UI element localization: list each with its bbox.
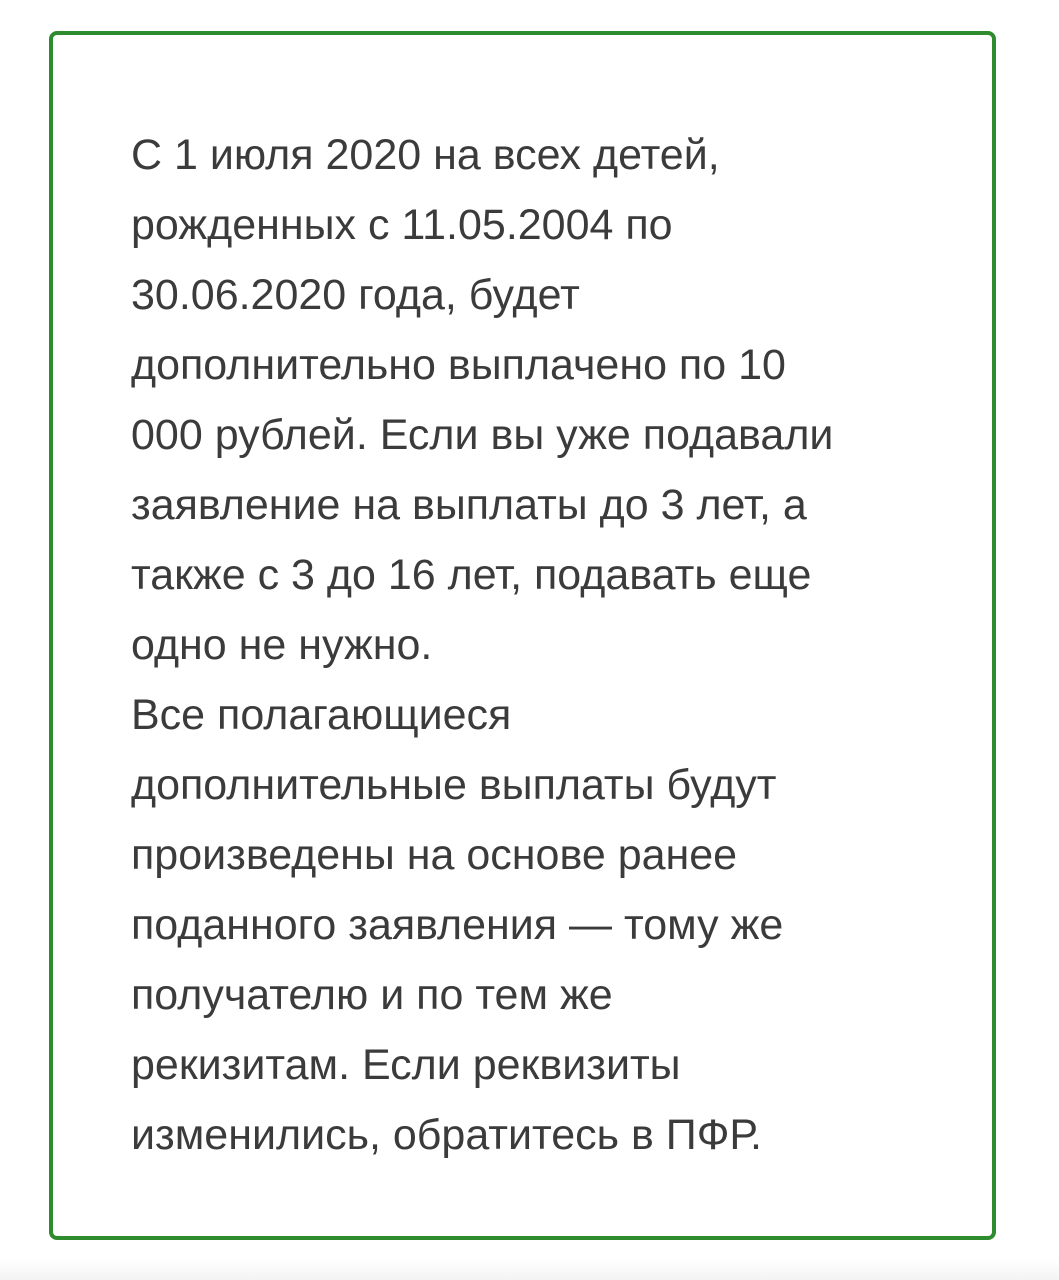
notice-line: 000 рублей. Если вы уже подавали <box>131 411 834 459</box>
bottom-shade <box>0 1260 1059 1280</box>
notice-line: произведены на основе ранее <box>131 831 738 879</box>
notice-line: заявление на выплаты до 3 лет, а <box>131 481 807 529</box>
notice-line: дополнительно выплачено по 10 <box>131 341 786 389</box>
notice-text <box>131 120 911 1170</box>
notice-line: одно не нужно. <box>131 621 433 669</box>
notice-line: Все полагающиеся <box>131 691 512 739</box>
notice-line: рожденных с 11.05.2004 по <box>131 201 673 249</box>
notice-line: С 1 июля 2020 на всех детей, <box>131 131 720 179</box>
notice-line: получателю и по тем же <box>131 971 613 1019</box>
notice-line: поданного заявления — тому же <box>131 901 784 949</box>
notice-line: рекизитам. Если реквизиты <box>131 1041 681 1089</box>
notice-line: также с 3 до 16 лет, подавать еще <box>131 551 812 599</box>
notice-line: дополнительные выплаты будут <box>131 761 777 809</box>
notice-card <box>49 31 996 1240</box>
notice-line: 30.06.2020 года, будет <box>131 271 580 319</box>
notice-line: изменились, обратитесь в ПФР. <box>131 1111 762 1159</box>
